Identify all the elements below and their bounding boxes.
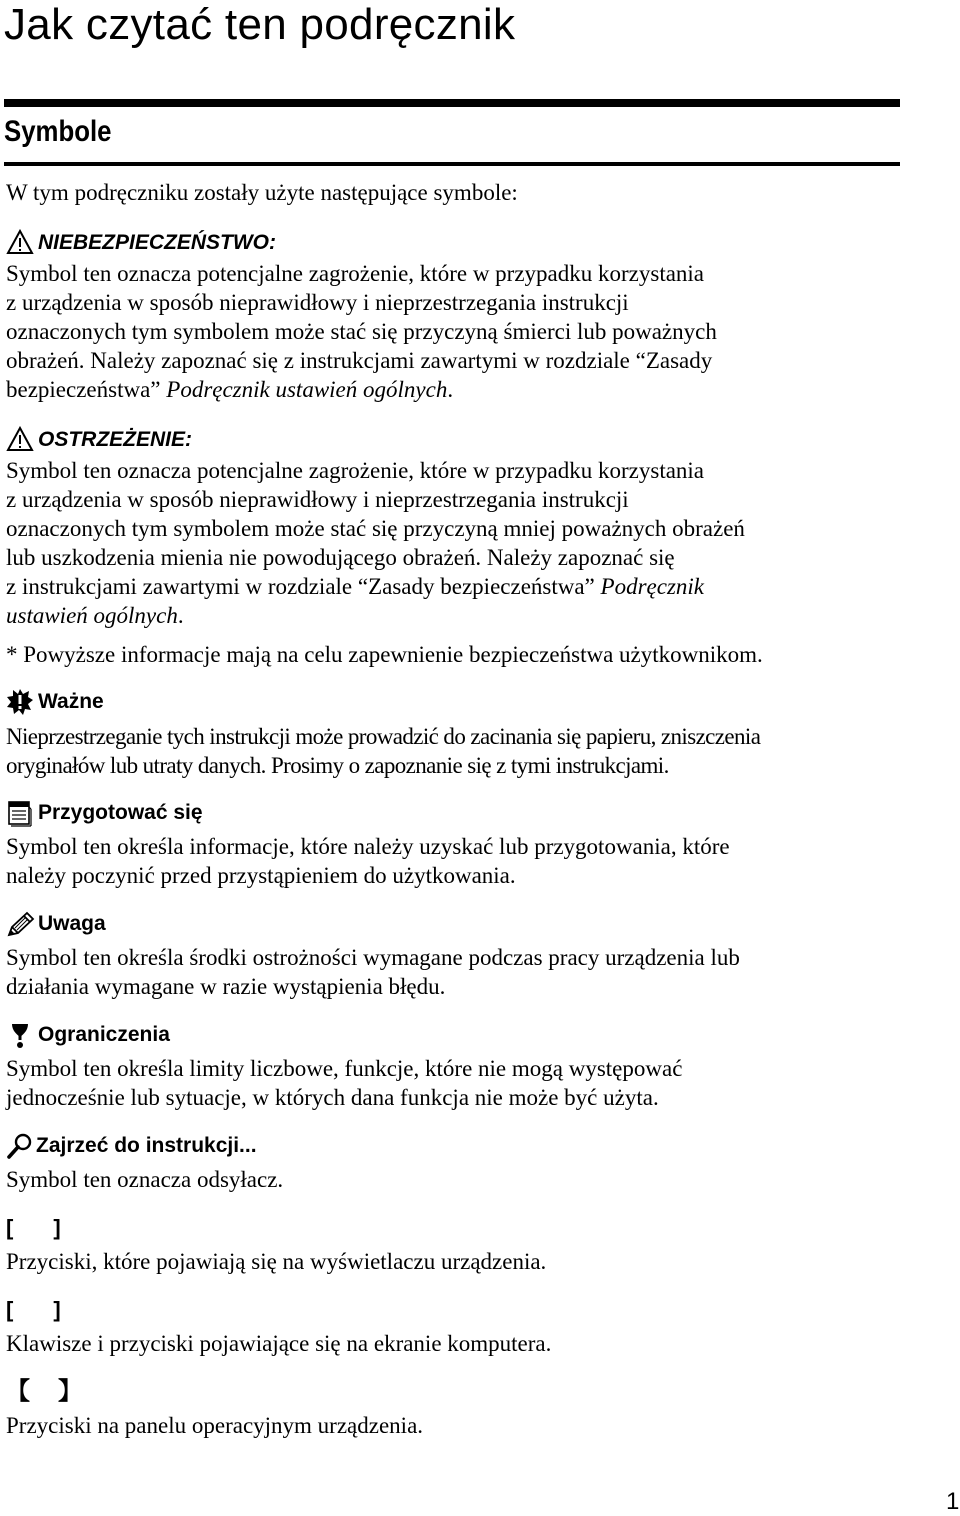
page-number: 1: [946, 1488, 960, 1515]
caution-label-row: [6, 426, 192, 454]
prepare-line: Symbol ten określa informacje, które należy uzyskać lub przygotowania, które: [6, 834, 730, 859]
intro-text: W tym podręczniku zostały użyte następujące symbole:: [6, 180, 518, 205]
important-line: oryginałów lub utraty danych. Prosimy o zapoznanie się z tymi instrukcjami.: [6, 753, 669, 778]
limitation-line: Symbol ten określa limity liczbowe, funkcje, które nie mogą występować: [6, 1056, 683, 1081]
danger-line: bezpieczeństwa”: [6, 377, 167, 402]
pencil-icon: [6, 910, 36, 938]
bracket-close: ]: [53, 1215, 61, 1240]
note-line: Symbol ten określa środki ostrożności wymagane podczas pracy urządzenia lub: [6, 945, 740, 970]
danger-line: Symbol ten oznacza potencjalne zagrożenie, które w przypadku korzystania: [6, 261, 705, 286]
title-rule: [4, 99, 900, 107]
caution-line: z urządzenia w sposób nieprawidłowy i nieprzestrzegania instrukcji: [6, 487, 629, 512]
prepare-label: Przygotować się: [38, 801, 203, 824]
note-label: Uwaga: [38, 912, 106, 935]
section-heading: Symbole: [4, 115, 112, 148]
prepare-text: [6, 832, 906, 890]
reference-label: Zajrzeć do instrukcji...: [36, 1134, 257, 1157]
computer-key-brackets: [6, 1296, 61, 1324]
computer-keys-text: Klawisze i przyciski pojawiające się na ekranie komputera.: [6, 1331, 552, 1356]
caution-label: OSTRZEŻENIE:: [38, 428, 193, 451]
warning-triangle-icon: [6, 426, 36, 454]
danger-line: z urządzenia w sposób nieprawidłowy i nieprzestrzegania instrukcji: [6, 290, 629, 315]
important-label: Ważne: [38, 690, 104, 713]
note-text: [6, 943, 906, 1001]
warning-triangle-icon: [6, 229, 36, 257]
caution-line: lub uszkodzenia mienia nie powodującego obrażeń. Należy zapoznać się: [6, 545, 675, 570]
note-line: działania wymagane w razie wystąpienia błędu.: [6, 974, 446, 999]
caution-line: z instrukcjami zawartymi w rozdziale “Zasady bezpieczeństwa”: [6, 574, 601, 599]
magnifier-icon: [6, 1132, 34, 1160]
danger-label-row: [6, 229, 276, 257]
bracket-close: ]: [53, 1297, 61, 1322]
reference-text: Symbol ten oznacza odsyłacz.: [6, 1167, 284, 1192]
danger-text: Symbol ten oznacza potencjalne zagrożenie, które w przypadku korzystania z urządzenia w sposób nieprawidłowy i nieprzestrzegania instrukcji oznaczonych tym symbolem może stać się przyczyną śmierci lub poważnych obrażeń. Należy zapoznać się z instrukcjami zawartymi w rozdziale “Zasady bezpieczeństwa” Podręcznik ustawień ogólnych.: [6, 261, 717, 402]
manual-reference: Podręcznik ustawień ogólnych: [166, 377, 448, 402]
page-title: Jak czytać ten podręcznik: [4, 0, 516, 49]
panel-buttons-text: Przyciski na panelu operacyjnym urządzenia.: [6, 1413, 424, 1438]
danger-label: NIEBEZPIECZEŃSTWO:: [38, 231, 277, 254]
bracket-open: [: [6, 1215, 14, 1240]
display-button-brackets: [6, 1214, 61, 1242]
danger-line: obrażeń. Należy zapoznać się z instrukcjami zawartymi w rozdziale “Zasady: [6, 348, 713, 373]
bracket-open: 【: [6, 1378, 30, 1405]
important-text: [6, 722, 906, 780]
limitation-line: jednocześnie lub sytuacje, w których dana funkcja nie może być użyta.: [6, 1085, 659, 1110]
prepare-label-row: [6, 799, 203, 827]
limitation-label-row: [6, 1021, 170, 1049]
important-label-row: [6, 688, 104, 716]
important-line: Nieprzestrzeganie tych instrukcji może prowadzić do zacinania się papieru, zniszczenia: [6, 724, 761, 749]
manual-reference: ustawień ogólnych: [6, 603, 178, 628]
panel-button-brackets: [6, 1378, 82, 1406]
important-burst-icon: [6, 688, 36, 716]
section-rule: [4, 162, 900, 166]
caution-line: Symbol ten oznacza potencjalne zagrożenie, które w przypadku korzystania: [6, 458, 705, 483]
reference-label-row: [6, 1132, 257, 1160]
note-label-row: [6, 910, 106, 938]
footnote: * Powyższe informacje mają na celu zapewnienie bezpieczeństwa użytkownikom.: [6, 642, 763, 667]
manual-reference: Podręcznik: [600, 574, 704, 599]
display-buttons-text: Przyciski, które pojawiają się na wyświetlaczu urządzenia.: [6, 1249, 547, 1274]
bracket-open: [: [6, 1297, 14, 1322]
danger-line: oznaczonych tym symbolem może stać się przyczyną śmierci lub poważnych: [6, 319, 717, 344]
pin-icon: [6, 1021, 36, 1049]
notepad-icon: [6, 799, 36, 827]
caution-line: oznaczonych tym symbolem może stać się przyczyną mniej poważnych obrażeń: [6, 516, 745, 541]
limitation-label: Ograniczenia: [38, 1023, 170, 1046]
caution-text: Symbol ten oznacza potencjalne zagrożenie, które w przypadku korzystania z urządzenia w sposób nieprawidłowy i nieprzestrzegania instrukcji oznaczonych tym symbolem może stać się przyczyną mniej poważnych obrażeń lub uszkodzenia mienia nie powodującego obrażeń. Należy zapoznać się z instrukcjami zawartymi w rozdziale “Zasady bezpieczeństwa” Podręcznik ustawień ogólnych.: [6, 458, 745, 628]
limitation-text: [6, 1054, 906, 1112]
prepare-line: należy poczynić przed przystąpieniem do użytkowania.: [6, 863, 516, 888]
bracket-close: 】: [58, 1378, 82, 1405]
